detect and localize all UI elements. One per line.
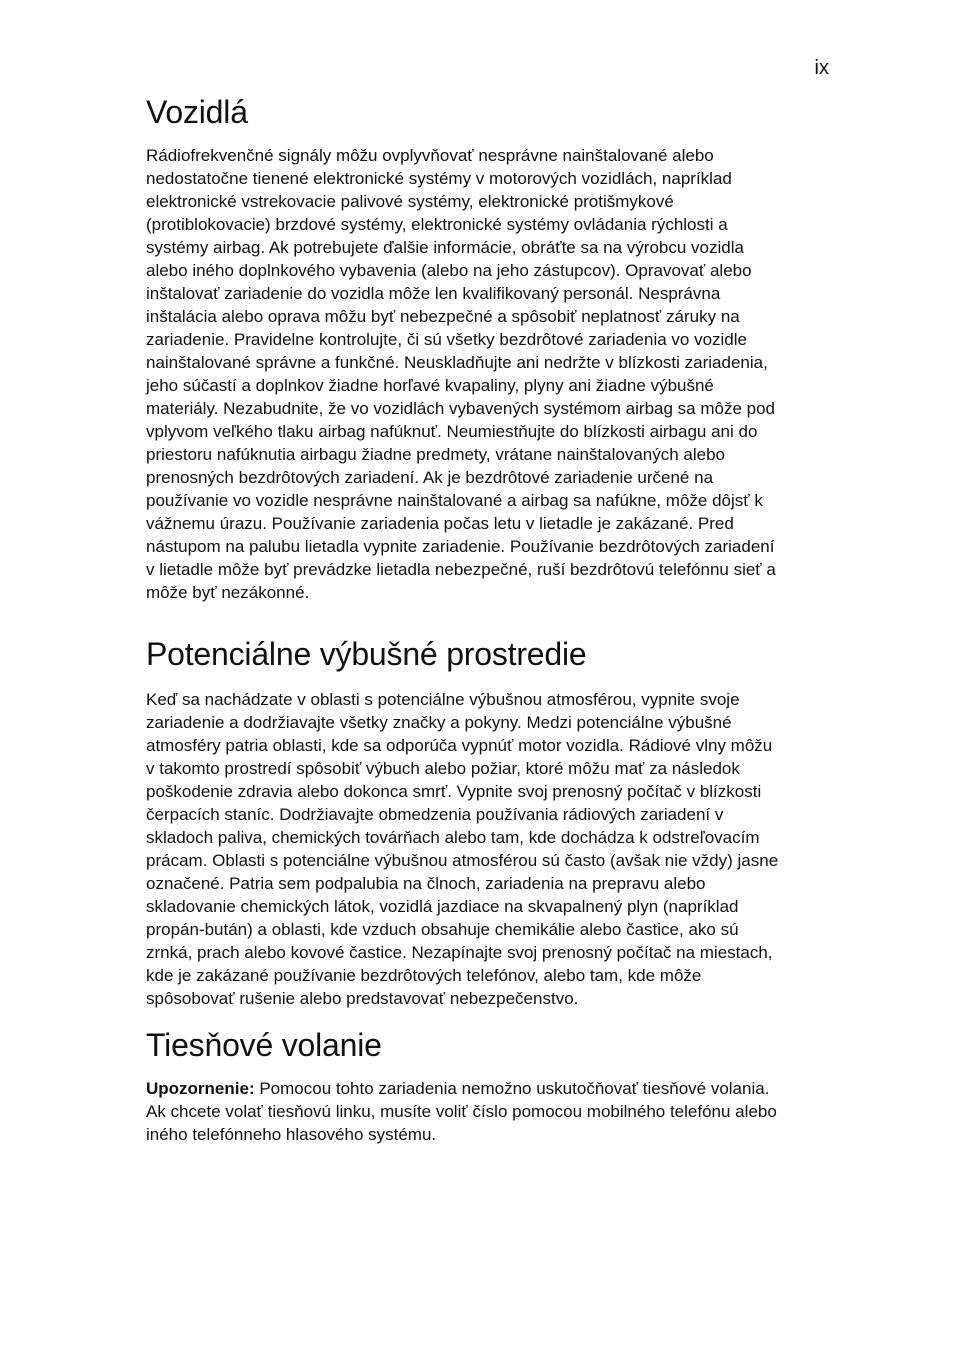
text-line: v takomto prostredí spôsobiť výbuch alebo požiar, ktoré môžu mať za následok bbox=[146, 759, 740, 778]
text-line: elektronické vstrekovacie palivové systémy, elektronické protišmykové bbox=[146, 192, 674, 211]
text-line: inštalácia alebo oprava môžu byť nebezpečné a spôsobiť neplatnosť záruky na bbox=[146, 307, 740, 326]
section-vehicles bbox=[146, 92, 836, 604]
text-line: zrnká, prach alebo kovové častice. Nezapínajte svoj prenosný počítač na miestach, bbox=[146, 943, 773, 962]
paragraph-explosive-environment bbox=[146, 688, 836, 1010]
text-line: skladovanie chemických látok, vozidlá jazdiace na skvapalnený plyn (napríklad bbox=[146, 897, 739, 916]
text-line: nedostatočne tienené elektronické systémy v motorových vozidlách, napríklad bbox=[146, 169, 732, 188]
paragraph-vehicles bbox=[146, 144, 836, 604]
text-line: skladoch paliva, chemických továrňach alebo tam, kde dochádza k odstreľovacím bbox=[146, 828, 760, 847]
section-explosive-environment bbox=[146, 634, 836, 1010]
text-line: používanie vo vozidle nesprávne nainštalované a airbag sa nafúkne, môže dôjsť k bbox=[146, 491, 763, 510]
text-line: Rádiofrekvenčné signály môžu ovplyvňovať nesprávne nainštalované alebo bbox=[146, 146, 714, 165]
document-body bbox=[146, 92, 836, 1146]
text-line: môže byť nezákonné. bbox=[146, 583, 310, 602]
text-line: prácam. Oblasti s potenciálne výbušnou atmosférou sú často (avšak nie vždy) jasne bbox=[146, 851, 779, 870]
text-line: propán-bután) a oblasti, kde vzduch obsahuje chemikálie alebo častice, ako sú bbox=[146, 920, 739, 939]
warning-text: Pomocou tohto zariadenia nemožno uskutočňovať tiesňové volania. bbox=[254, 1079, 770, 1098]
text-line: zariadenie a dodržiavajte všetky značky a pokyny. Medzi potenciálne výbušné bbox=[146, 713, 732, 732]
text-line: poškodenie zdravia alebo dokonca smrť. Vypnite svoj prenosný počítač v blízkosti bbox=[146, 782, 762, 801]
text-line: označené. Patria sem podpalubia na člnoch, zariadenia na prepravu alebo bbox=[146, 874, 706, 893]
page-number: ix bbox=[814, 57, 829, 79]
text-line: Ak chcete volať tiesňovú linku, musíte voliť číslo pomocou mobilného telefónu alebo bbox=[146, 1102, 777, 1121]
text-line: atmosféry patria oblasti, kde sa odporúča vypnúť motor vozidla. Rádiové vlny môžu bbox=[146, 736, 773, 755]
text-line: inštalovať zariadenie do vozidla môže len kvalifikovaný personál. Nesprávna bbox=[146, 284, 721, 303]
section-emergency-call bbox=[146, 1025, 836, 1146]
section-title-explosive-environment: Potenciálne výbušné prostredie bbox=[146, 636, 587, 672]
warning-label: Upozornenie: bbox=[146, 1079, 255, 1098]
text-line: v lietadle môže byť prevádzke lietadla nebezpečné, ruší bezdrôtovú telefónnu sieť a bbox=[146, 560, 776, 579]
text-line: vážnemu úrazu. Používanie zariadenia počas letu v lietadle je zakázané. Pred bbox=[146, 514, 734, 533]
text-line: vplyvom veľkého tlaku airbag nafúknuť. Neumiestňujte do blízkosti airbagu ani do bbox=[146, 422, 758, 441]
text-line: Keď sa nachádzate v oblasti s potenciálne výbušnou atmosférou, vypnite svoje bbox=[146, 690, 740, 709]
text-line: kde je zakázané používanie bezdrôtových telefónov, alebo tam, kde môže bbox=[146, 966, 702, 985]
section-title-emergency-call: Tiesňové volanie bbox=[146, 1027, 382, 1063]
text-line: (protiblokovacie) brzdové systémy, elektronické systémy ovládania rýchlosti a bbox=[146, 215, 728, 234]
text-line: čerpacích staníc. Dodržiavajte obmedzenia používania rádiových zariadení v bbox=[146, 805, 724, 824]
text-line: systémy airbag. Ak potrebujete ďalšie informácie, obráťte sa na výrobcu vozidla bbox=[146, 238, 744, 257]
text-line bbox=[146, 1077, 836, 1100]
paragraph-emergency-call bbox=[146, 1077, 836, 1146]
text-line: nainštalované správne a funkčné. Neuskladňujte ani nedržte v blízkosti zariadenia, bbox=[146, 353, 768, 372]
text-line: alebo iného doplnkového vybavenia (alebo na jeho zástupcov). Opravovať alebo bbox=[146, 261, 752, 280]
text-line: priestoru nafúknutia airbagu žiadne predmety, vrátane nainštalovaných alebo bbox=[146, 445, 725, 464]
text-line: nástupom na palubu lietadla vypnite zariadenie. Používanie bezdrôtových zariadení bbox=[146, 537, 775, 556]
text-line: iného telefónneho hlasového systému. bbox=[146, 1125, 437, 1144]
text-line: spôsobovať rušenie alebo predstavovať nebezpečenstvo. bbox=[146, 989, 579, 1008]
text-line: prenosných bezdrôtových zariadení. Ak je bezdrôtové zariadenie určené na bbox=[146, 468, 714, 487]
section-title-vehicles: Vozidlá bbox=[146, 94, 248, 130]
text-line: materiály. Nezabudnite, že vo vozidlách vybavených systémom airbag sa môže pod bbox=[146, 399, 775, 418]
text-line: jeho súčastí a doplnkov žiadne horľavé kvapaliny, plyny ani žiadne výbušné bbox=[146, 376, 714, 395]
text-line: zariadenie. Pravidelne kontrolujte, či sú všetky bezdrôtové zariadenia vo vozidle bbox=[146, 330, 747, 349]
